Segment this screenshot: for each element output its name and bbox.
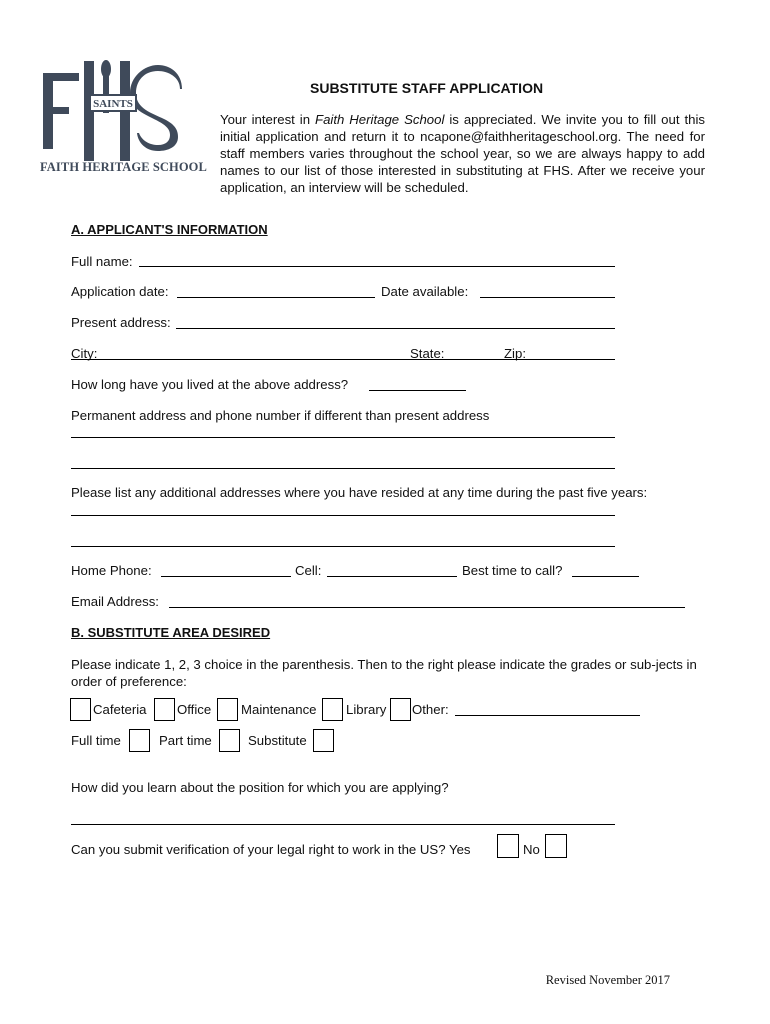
part-time-checkbox[interactable] [219, 729, 240, 752]
full-time-checkbox[interactable] [129, 729, 150, 752]
library-label: Library [346, 702, 387, 717]
city-state-zip-field[interactable] [71, 359, 615, 360]
maintenance-checkbox[interactable] [217, 698, 238, 721]
cell-label: Cell: [295, 563, 322, 578]
office-checkbox[interactable] [154, 698, 175, 721]
substitute-label: Substitute [248, 733, 307, 748]
home-phone-field[interactable] [161, 576, 291, 577]
date-available-label: Date available: [381, 284, 469, 299]
application-date-field[interactable] [177, 297, 375, 298]
yes-checkbox[interactable] [497, 834, 519, 858]
section-a-heading: A. APPLICANT'S INFORMATION [71, 222, 268, 237]
other-label: Other: [412, 702, 449, 717]
other-field[interactable] [455, 715, 640, 716]
section-b-heading: B. SUBSTITUTE AREA DESIRED [71, 625, 271, 640]
school-logo [40, 55, 190, 175]
permanent-address-label: Permanent address and phone number if different than present address [71, 408, 490, 423]
city-label: City: [71, 346, 98, 361]
date-available-field[interactable] [480, 297, 615, 298]
cafeteria-label: Cafeteria [93, 702, 147, 717]
school-name: FAITH HERITAGE SCHOOL [40, 160, 207, 174]
how-long-field[interactable] [369, 390, 466, 391]
learn-position-label: How did you learn about the position for which you are applying? [71, 780, 449, 795]
work-verification-label: Can you submit verification of your legal right to work in the US? Yes [71, 842, 471, 857]
other-checkbox[interactable] [390, 698, 411, 721]
learn-position-field[interactable] [71, 824, 615, 825]
permanent-address-field-2[interactable] [71, 468, 615, 469]
full-name-label: Full name: [71, 254, 133, 269]
intro-paragraph: Your interest in Faith Heritage School is appreciated. We invite you to fill out this initial application and return it to ncapone@faithheritageschool.org. The need for staff members varies throughout the school year, so we are always happy to add names to our list of those interested in substituting at FHS. After we receive your application, an interview will be scheduled. [220, 112, 705, 195]
cafeteria-checkbox[interactable] [70, 698, 91, 721]
home-phone-label: Home Phone: [71, 563, 152, 578]
cell-field[interactable] [327, 576, 457, 577]
office-label: Office [177, 702, 212, 717]
application-date-label: Application date: [71, 284, 169, 299]
best-time-field[interactable] [572, 576, 639, 577]
section-b-instructions: Please indicate 1, 2, 3 choice in the parenthesis. Then to the right please indicate the grades or sub-jects in order of preference: [71, 657, 697, 689]
no-checkbox[interactable] [545, 834, 567, 858]
best-time-label: Best time to call? [462, 563, 563, 578]
part-time-label: Part time [159, 733, 212, 748]
full-time-label: Full time [71, 733, 121, 748]
school-name-italic: Faith Heritage School [315, 112, 445, 127]
library-checkbox[interactable] [322, 698, 343, 721]
maintenance-label: Maintenance [241, 702, 317, 717]
state-label: State: [410, 346, 445, 361]
zip-label: Zip: [504, 346, 526, 361]
present-address-field[interactable] [176, 328, 615, 329]
additional-addresses-label: Please list any additional addresses where you have resided at any time during the past five years: [71, 485, 648, 500]
page-title: SUBSTITUTE STAFF APPLICATION [310, 80, 544, 96]
permanent-address-field-1[interactable] [71, 437, 615, 438]
revision-note: Revised November 2017 [545, 973, 670, 987]
present-address-label: Present address: [71, 315, 171, 330]
additional-addresses-field-1[interactable] [71, 515, 615, 516]
email-field[interactable] [169, 607, 685, 608]
how-long-label: How long have you lived at the above address? [71, 377, 349, 392]
email-label: Email Address: [71, 594, 159, 609]
no-label: No [523, 842, 540, 857]
additional-addresses-field-2[interactable] [71, 546, 615, 547]
full-name-field[interactable] [139, 266, 615, 267]
logo-badge-text: SAINTS [93, 98, 133, 110]
substitute-checkbox[interactable] [313, 729, 334, 752]
